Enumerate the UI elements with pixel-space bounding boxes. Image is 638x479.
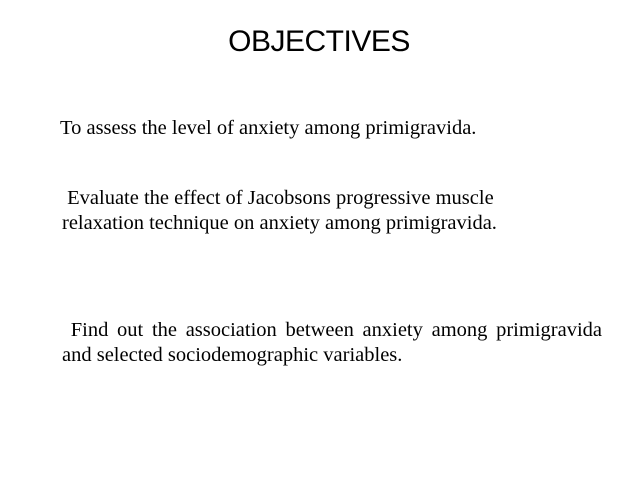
objective-3-text: Find out the association between anxiety among primigravida and selected sociodemographic variables. [62,319,602,366]
objective-1: To assess the level of anxiety among primigravida. [60,117,477,139]
objective-2-text: Evaluate the effect of Jacobsons progressive muscle relaxation technique on anxiety among primigravida. [62,187,497,234]
objective-2 [62,186,572,236]
slide-title: OBJECTIVES [228,25,410,58]
objective-3 [62,318,602,368]
